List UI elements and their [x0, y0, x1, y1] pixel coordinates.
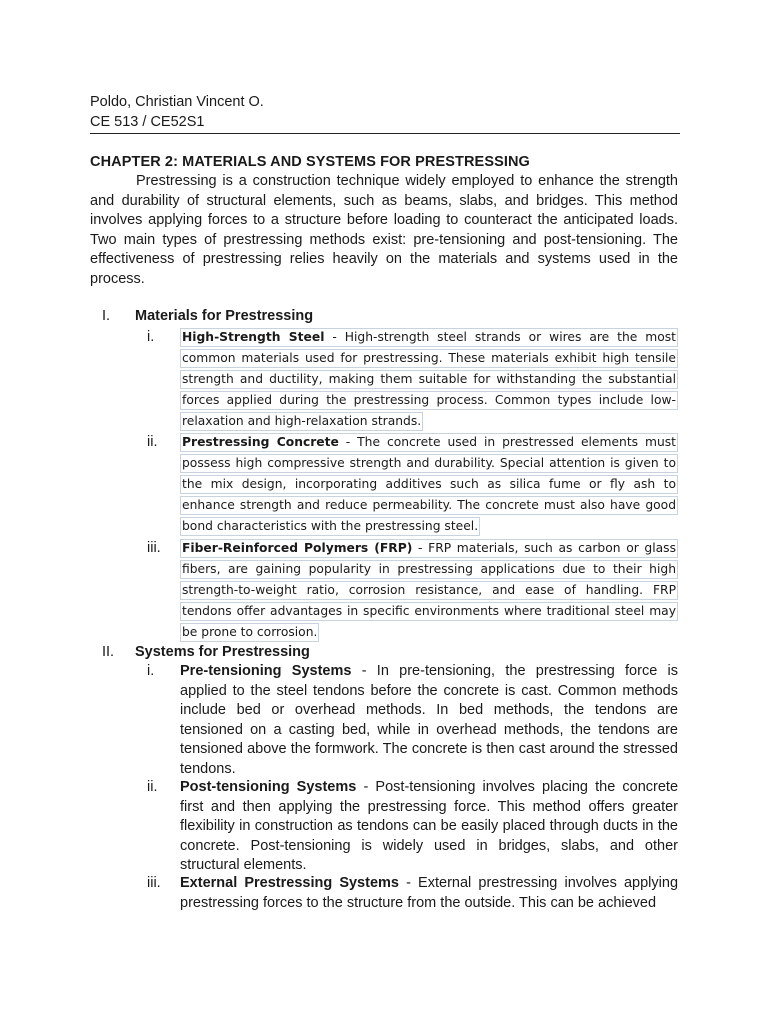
item-number: iii. — [147, 875, 161, 891]
item-text — [180, 328, 678, 431]
header-divider — [90, 133, 680, 134]
section-title: Materials for Prestressing — [135, 308, 314, 324]
item-term: Pre-tensioning Systems — [180, 663, 352, 679]
author-name: Poldo, Christian Vincent O. — [90, 94, 264, 110]
item-description: - The concrete used in prestressed elements must possess high compressive strength and durability. Special attention is given to the mix design, incorporating additives such as silica fume or fly ash to enhance strength and reduce permeability. The concrete must also have good bond characteristics with the prestressing steel. — [182, 435, 676, 533]
list-item-prestressing-concrete — [147, 432, 678, 537]
chapter-title: CHAPTER 2: MATERIALS AND SYSTEMS FOR PRESTRESSING — [90, 154, 530, 170]
list-item-pre-tensioning — [147, 662, 679, 779]
document-header — [90, 92, 680, 132]
section-number: I. — [102, 308, 111, 324]
item-term: Post-tensioning Systems — [180, 779, 357, 795]
item-number: i. — [147, 663, 155, 679]
section-number: II. — [102, 644, 115, 660]
item-description: - External prestressing involves applying prestressing forces to the structure from the outside. This can be achieved — [180, 875, 679, 911]
item-description: - In pre-tensioning, the prestressing force is applied to the steel tendons before the concrete is cast. Common methods include bed or overhead methods. In bed methods, the tendons are tensioned on a casting bed, while in overhead methods, the tendons are tensioned above the formwork. The concrete is then cast around the stressed tendons. — [180, 663, 679, 777]
item-number: iii. — [147, 540, 161, 556]
list-item-high-strength-steel — [147, 327, 678, 432]
item-term: Fiber-Reinforced Polymers (FRP) — [182, 541, 413, 555]
section-title: Systems for Prestressing — [135, 644, 310, 660]
list-item-external-prestressing — [147, 874, 679, 913]
course-code: CE 513 / CE52S1 — [90, 114, 205, 130]
item-term: Prestressing Concrete — [182, 435, 339, 449]
item-number: ii. — [147, 434, 158, 450]
item-number: ii. — [147, 779, 158, 795]
item-description: - High-strength steel strands or wires are the most common materials used for prestressing. These materials exhibit high tensile strength and ductility, making them suitable for withstanding the substantial forces applied during the prestressing process. Common types include low-relaxation and high-relaxation strands. — [182, 330, 676, 428]
item-description: - FRP materials, such as carbon or glass fibers, are gaining popularity in prestressing applications due to their high strength-to-weight ratio, corrosion resistance, and ease of handling. FRP tendons offer advantages in specific environments where traditional steel may be prone to corrosion. — [182, 541, 676, 639]
item-term: External Prestressing Systems — [180, 875, 399, 891]
item-text — [180, 433, 678, 536]
item-text — [180, 539, 678, 642]
item-term: High-Strength Steel — [182, 330, 325, 344]
list-item-frp — [147, 538, 678, 643]
item-description: - Post-tensioning involves placing the concrete first and then applying the prestressing force. This method offers greater flexibility in construction as tendons can be easily placed through ducts in the concrete. Post-tensioning is widely used in bridges, slabs, and other structural elements. — [180, 779, 679, 873]
item-number: i. — [147, 329, 155, 345]
intro-paragraph: Prestressing is a construction technique widely employed to enhance the strength and durability of structural elements, such as beams, slabs, and bridges. This method involves applying forces to a structure before loading to counteract the anticipated loads. Two main types of prestressing methods exist: pre-tensioning and post-tensioning. The effectiveness of prestressing relies heavily on the materials and systems used in the process. — [90, 173, 678, 287]
list-item-post-tensioning — [147, 778, 679, 876]
